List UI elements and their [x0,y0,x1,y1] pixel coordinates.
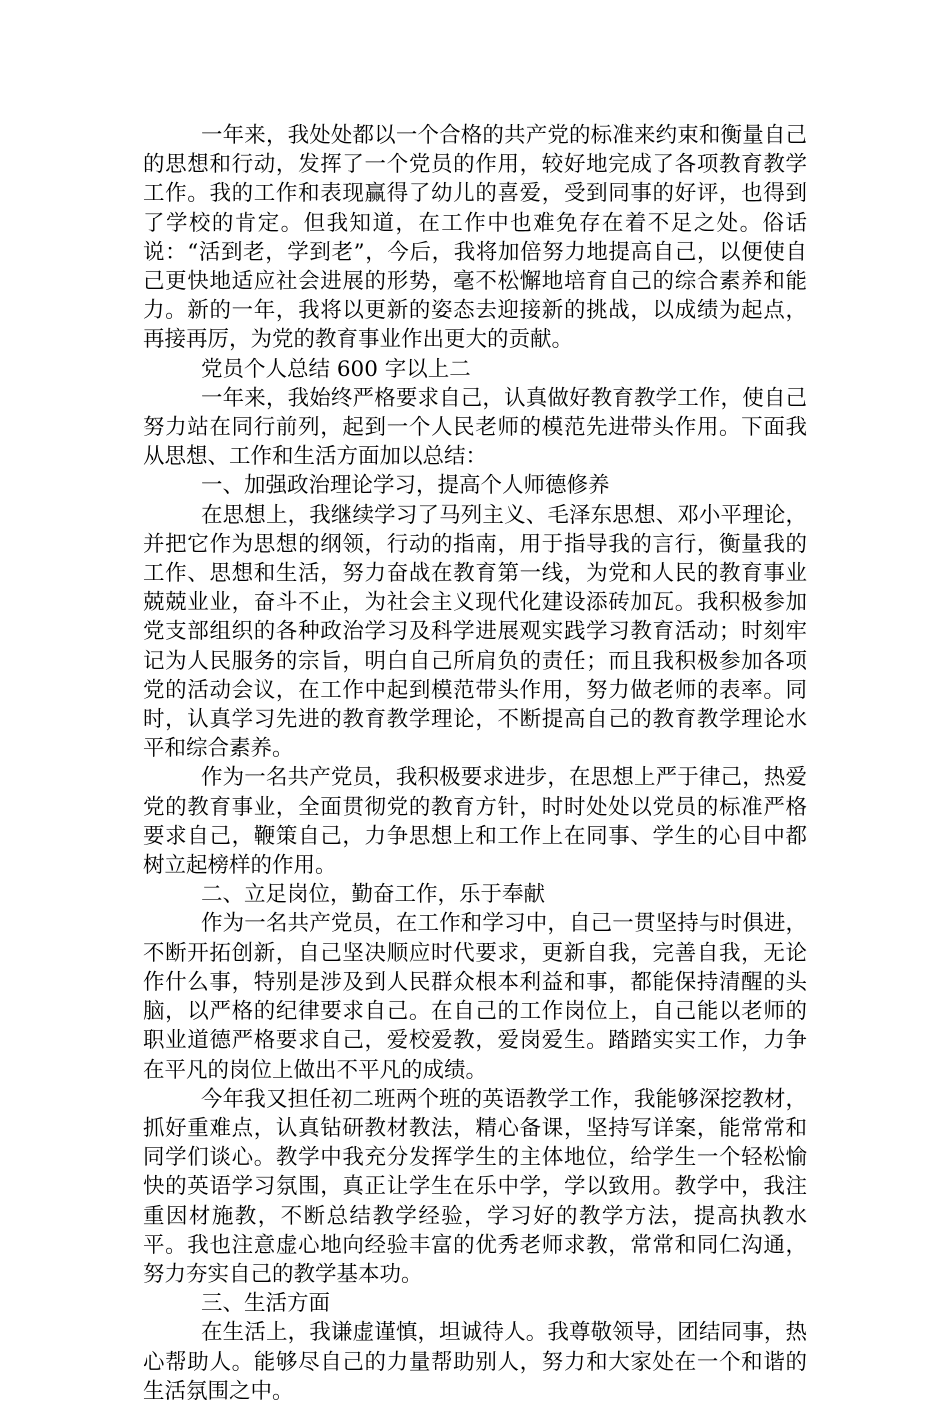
paragraph-intro: 一年来，我始终严格要求自己，认真做好教育教学工作，使自己努力站在同行前列，起到一个人民老师的模范先进带头作用。下面我从思想、工作和生活方面加以总结： [143,385,807,470]
heading-work: 二、立足岗位，勤奋工作，乐于奉献 [201,882,546,908]
paragraph-work: 作为一名共产党员，在工作和学习中，自己一贯坚持与时俱进，不断开拓创新，自己坚决顺应时代要求，更新自我，完善自我，无论作什么事，特别是涉及到人民群众根本利益和事，都能保持清醒的头脑，以严格的纪律要求自己。在自己的工作岗位上，自己能以老师的职业道德严格要求自己，爱校爱教，爱岗爱生。踏踏实实工作，力争在平凡的岗位上做出不平凡的成绩。 [143,911,807,1083]
heading-political-study: 一、加强政治理论学习，提高个人师德修养 [201,473,610,499]
paragraph-thought: 在思想上，我继续学习了马列主义、毛泽东思想、邓小平理论，并把它作为思想的纲领，行动的指南，用于指导我的言行，衡量我的工作、思想和生活，努力奋战在教育第一线，为党和人民的教育事业兢兢业业，奋斗不止，为社会主义现代化建设添砖加瓦。我积极参加党支部组织的各种政治学习及科学进展观实践学习教育活动；时刻牢记为人民服务的宗旨，明白自己所肩负的责任；而且我积极参加各项党的活动会议，在工作中起到模范带头作用，努力做老师的表率。同时，认真学习先进的教育教学理论，不断提高自己的教育教学理论水平和综合素养。 [143,502,807,762]
section-title: 党员个人总结 600 字以上二 [201,356,471,382]
paragraph-life: 在生活上，我谦虚谨慎，坦诚待人。我尊敬领导，团结同事，热心帮助人。能够尽自己的力量帮助别人，努力和大家处在一个和谐的生活氛围之中。 [143,1320,807,1404]
document-page [143,121,807,1406]
paragraph-party-member: 作为一名共产党员，我积极要求进步，在思想上严于律己，热爱党的教育事业，全面贯彻党的教育方针，时时处处以党员的标准严格要求自己，鞭策自己，力争思想上和工作上在同事、学生的心目中都树立起榜样的作用。 [143,765,807,879]
heading-life: 三、生活方面 [201,1291,331,1317]
paragraph-conclusion: 一年来，我处处都以一个合格的共产党的标准来约束和衡量自己的思想和行动，发挥了一个党员的作用，较好地完成了各项教育教学工作。我的工作和表现赢得了幼儿的喜爱，受到同事的好评，也得到了学校的肯定。但我知道，在工作中也难免存在着不足之处。俗话说：“活到老，学到老”，今后，我将加倍努力地提高自己，以便使自己更快地适应社会进展的形势，毫不松懈地培育自己的综合素养和能力。新的一年，我将以更新的姿态去迎接新的挑战，以成绩为起点，再接再厉，为党的教育事业作出更大的贡献。 [143,123,807,353]
paragraph-teaching: 今年我又担任初二班两个班的英语教学工作，我能够深挖教材，抓好重难点，认真钻研教材教法，精心备课，坚持写详案，能常常和同学们谈心。教学中我充分发挥学生的主体地位，给学生一个轻松愉快的英语学习氛围，真正让学生在乐中学，学以致用。教学中，我注重因材施教，不断总结教学经验，学习好的教学方法，提高执教水平。我也注意虚心地向经验丰富的优秀老师求教，常常和同仁沟通，努力夯实自己的教学基本功。 [143,1086,807,1287]
